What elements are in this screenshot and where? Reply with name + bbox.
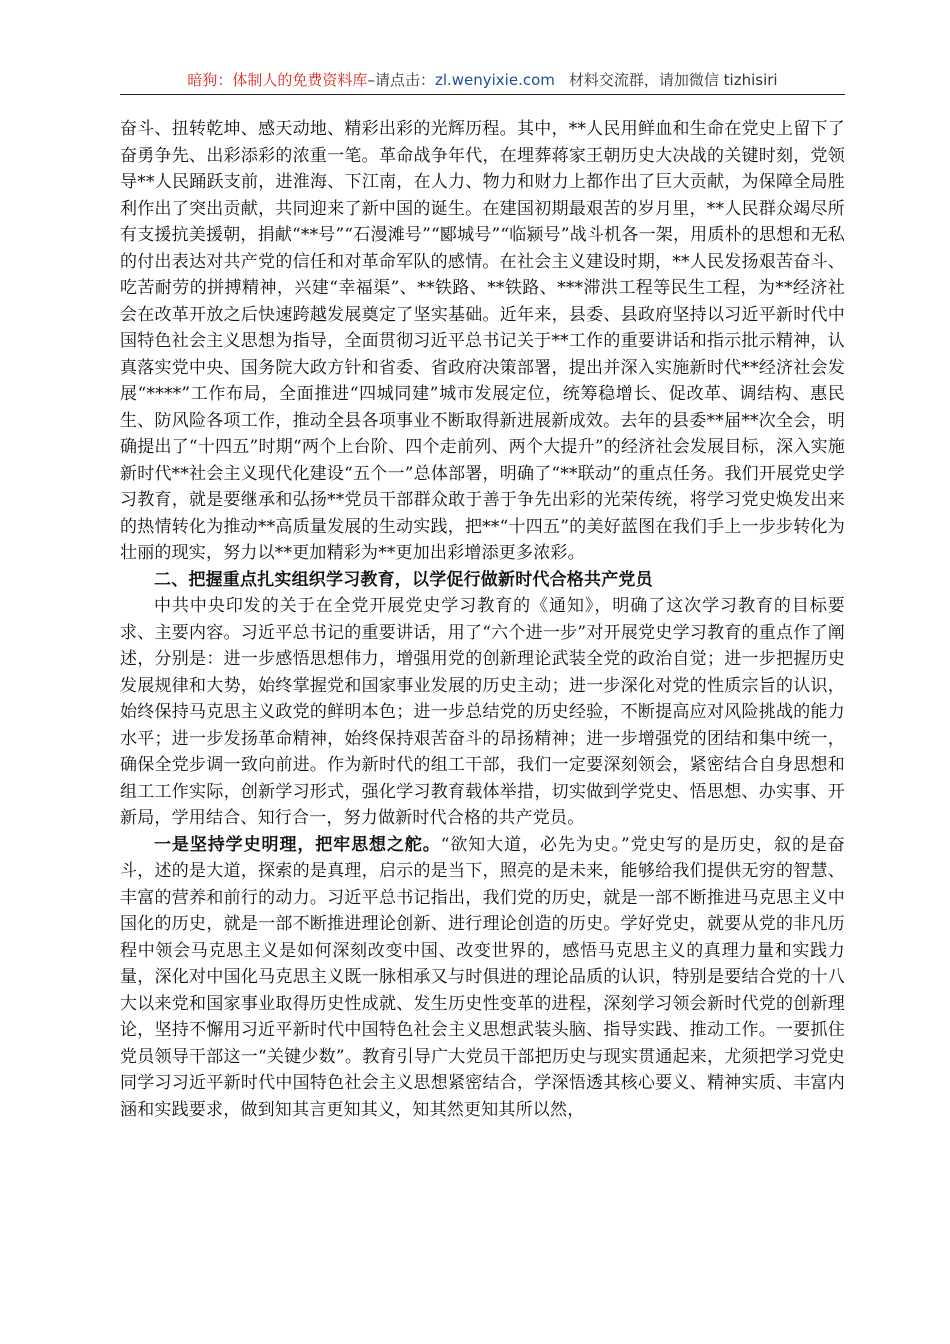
section-heading-2: 二、把握重点扎实组织学习教育，以学促行做新时代合格共产党员 <box>154 569 653 590</box>
point-one-lead: 一是坚持学史明理，把牢思想之舵。 <box>154 834 441 855</box>
header-brand: 暗狗：体制人的免费资料库 <box>187 71 368 89</box>
header-link[interactable]: zl.wenyixie.com <box>434 71 555 89</box>
document-body <box>120 116 845 1123</box>
page-header <box>120 70 845 94</box>
header-prompt: –请点击： <box>367 71 435 89</box>
point-one-text: “欲知大道，必先为史。”党史写的是历史，叙的是奋斗，述的是大道，探索的是真理，启示的是当下，照亮的是未来，能够给我们提供无穷的智慧、丰富的营养和前行的动力。习近平总书记指出，我们党的历史，就是一部不断推进马克思主义中国化的历史，就是一部不断推进理论创新、进行理论创造的历史。学好党史，就要从党的非凡历程中领会马克思主义是如何深刻改变中国、改变世界的，感悟马克思主义的真理力量和实践力量，深化对中国化马克思主义既一脉相承又与时俱进的理论品质的认识，特别是要结合党的十八大以来党和国家事业取得历史性成就、发生历史性变革的进程，深刻学习领会新时代党的创新理论，坚持不懈用习近平新时代中国特色社会主义思想武装头脑、指导实践、推动工作。一要抓住党员领导干部这一“关键少数”。教育引导广大党员干部把历史与现实贯通起来，尤须把学习党史同学习习近平新时代中国特色社会主义思想紧密结合，学深悟透其核心要义、精神实质、丰富内涵和实践要求，做到知其言更知其义，知其然更知其所以然， <box>120 834 845 1120</box>
paragraph-notice: 中共中央印发的关于在全党开展党史学习教育的《通知》，明确了这次学习教育的目标要求、主要内容。习近平总书记的重要讲话，用了“六个进一步”对开展党史学习教育的重点作了阐述，分别是：进一步感悟思想伟力，增强用党的创新理论武装全党的政治自觉；进一步把握历史发展规律和大势，始终掌握党和国家事业发展的历史主动；进一步深化对党的性质宗旨的认识，始终保持马克思主义政党的鲜明本色；进一步总结党的历史经验，不断提高应对风险挑战的能力水平；进一步发扬革命精神，始终保持艰苦奋斗的昂扬精神；进一步增强党的团结和集中统一，确保全党步调一致向前进。作为新时代的组工干部，我们一定要深刻领会，紧密结合自身思想和组工工作实际，创新学习形式，强化学习教育载体举措，切实做到学党史、悟思想、办实事、开新局，学用结合、知行合一，努力做新时代合格的共产党员。 <box>120 596 845 828</box>
paragraph-continued: 奋斗、扭转乾坤、感天动地、精彩出彩的光辉历程。其中，**人民用鲜血和生命在党史上留下了奋勇争先、出彩添彩的浓重一笔。革命战争年代，在埋葬蒋家王朝历史大决战的关键时刻，党领导**人民踊跃支前，进淮海、下江南，在人力、物力和财力上都作出了巨大贡献，为保障全局胜利作出了突出贡献，共同迎来了新中国的诞生。在建国初期最艰苦的岁月里，**人民群众竭尽所有支援抗美援朝，捐献“**号”“石漫滩号”“郾城号”“临颍号”战斗机各一架，用质朴的思想和无私的付出表达对共产党的信任和对革命军队的感情。在社会主义建设时期，**人民发扬艰苦奋斗、吃苦耐劳的拼搏精神，兴建“幸福渠”、**铁路、**铁路、***滞洪工程等民生工程，为**经济社会在改革开放之后快速跨越发展奠定了坚实基础。近年来，县委、县政府坚持以习近平新时代中国特色社会主义思想为指导，全面贯彻习近平总书记关于**工作的重要讲话和指示批示精神，认真落实党中央、国务院大政方针和省委、省政府决策部署，提出并深入实施新时代**经济社会发展“****”工作布局，全面推进“四城同建”城市发展定位，统筹稳增长、促改革、调结构、惠民生、防风险各项工作，推动全县各项事业不断取得新进展新成效。去年的县委**届**次全会，明确提出了“十四五”时期“两个上台阶、四个走前列、两个大提升”的经济社会发展目标，深入实施新时代**社会主义现代化建设“五个一”总体部署，明确了“**联动”的重点任务。我们开展党史学习教育，就是要继承和弘扬**党员干部群众敢于善于争先出彩的光荣传统，将学习党史焕发出来的热情转化为推动**高质量发展的生动实践，把**“十四五”的美好蓝图在我们手上一步步转化为壮丽的现实，努力以**更加精彩为**更加出彩增添更多浓彩。 <box>120 119 845 563</box>
paragraph-point-one <box>120 832 845 1124</box>
header-divider <box>120 94 845 95</box>
header-contact: 材料交流群，请加微信 tizhisiri <box>568 71 778 89</box>
